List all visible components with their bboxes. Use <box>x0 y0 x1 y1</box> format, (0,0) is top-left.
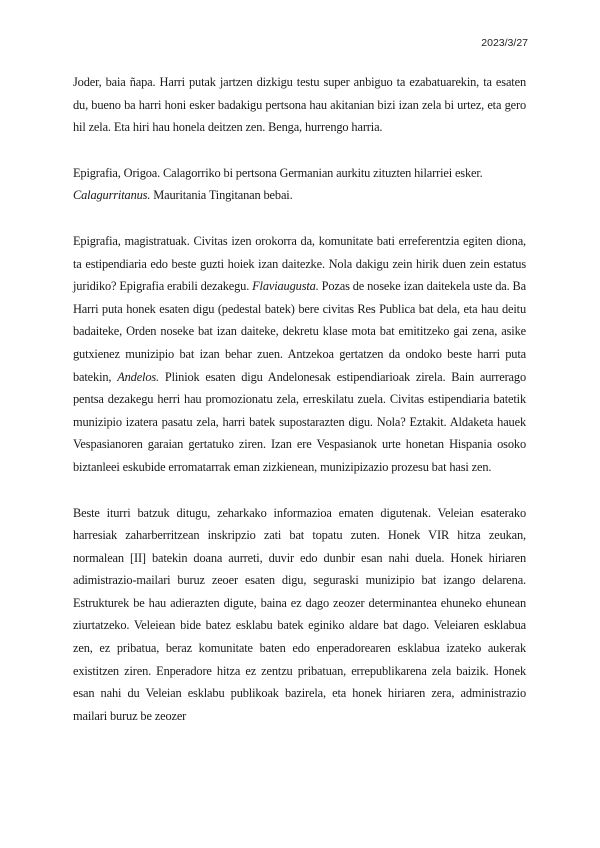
paragraph-origoa <box>73 162 526 207</box>
document-body <box>73 71 526 750</box>
italic-term: Flaviaugusta. <box>252 279 319 294</box>
text-segment: Joder, baia ñapa. Harri putak jartzen dizkigu testu super anbiguo ta ezabatuarekin, ta esaten du, bueno ba harri honi esker badakigu pertsona hau akitanian bizi izan zela bi urtez, eta gero hil zela. Eta hiri hau honela deitzen zen. Benga, hurrengo harria. <box>73 75 526 135</box>
text-segment: Mauritania Tingitanan bebai. <box>150 188 293 203</box>
page-date: 2023/3/27 <box>481 37 528 49</box>
italic-term: Calagurritanus. <box>73 188 151 203</box>
text-segment: Beste iturri batzuk ditugu, zeharkako informazioa ematen digutenak. Veleian esaterako harresiak zaharberritzean inskripzio zati bat topatu zuten. Honek VIR hitza zeukan, normalean [II] batekin doana aurreti, duvir edo dunbir esan nahi duela. Honek hiriaren adimistrazio-mailari buruz zeoer esaten digu, seguraski munizipio bat izango delarena. Estrukturek be hau adierazten digute, baina ez dago zeozer determinantea ehuneko ehunean ziurtatzeko. Veleiean bide batez esklabu batek eginiko aldare bat dago. Veleiaren esklabua zen, ez pribatua, beraz komunitate baten edo enperadorearen esklabua izateko aukerak existitzen ziren. Enperadore hitza ez zentzu pribatuan, errepublikarena zela baizik. Honek esan nahi du Veleian esklabu publikoak bazirela, eta honek hiriaren zera, administrazio mailari buruz be zeozer <box>73 505 526 723</box>
italic-term: Andelos. <box>117 369 160 384</box>
text-segment: Pozas de noseke izan daitekela uste da. Ba Harri puta honek esaten digu (pedestal batek) bere civitas Res Publica bat dela, eta hau deitu badaiteke, Orden noseke bat izan daiteke, dekretu klase mota bat emititzeko gai zena, asike gutxienez munizipio bat izan behar zuen. Antzekoa gertatzen da ondoko beste harri puta batekin, <box>73 279 526 384</box>
text-segment: Epigrafia, Origoa. Calagorriko bi pertsona Germanian aurkitu zituzten hilarriei esker. <box>73 165 483 180</box>
paragraph-magistratuak <box>73 230 526 479</box>
text-segment: Epigrafia, magistratuak. Civitas izen orokorra da, komunitate bati erreferentzia egiten diona, ta estipendiaria edo beste guzti hoiek izan daitezke. Nola dakigu zein hirik duen zein estatus juridiko? Epigrafia erabili dezakegu. <box>73 233 526 294</box>
paragraph-iturriak <box>73 502 526 728</box>
text-segment: Pliniok esaten digu Andelonesak estipendiarioak zirela. Bain aurrerago pentsa dezakegu herri hau promozionatu zela, erreskilatu zuela. Civitas estipendiaria batetik munizipio izatera pasatu zela, harri batek supostarazten digu. Nola? Eztakit. Aldaketa hauek Vespasianoren garaian gertatuko ziren. Izan ere Vespasianok urte honetan Hispania osoko biztanleei eskubide erromatarrak eman zizkienean, munizipizazio prozesu bat hasi zen. <box>73 369 526 474</box>
paragraph-intro <box>73 71 526 139</box>
